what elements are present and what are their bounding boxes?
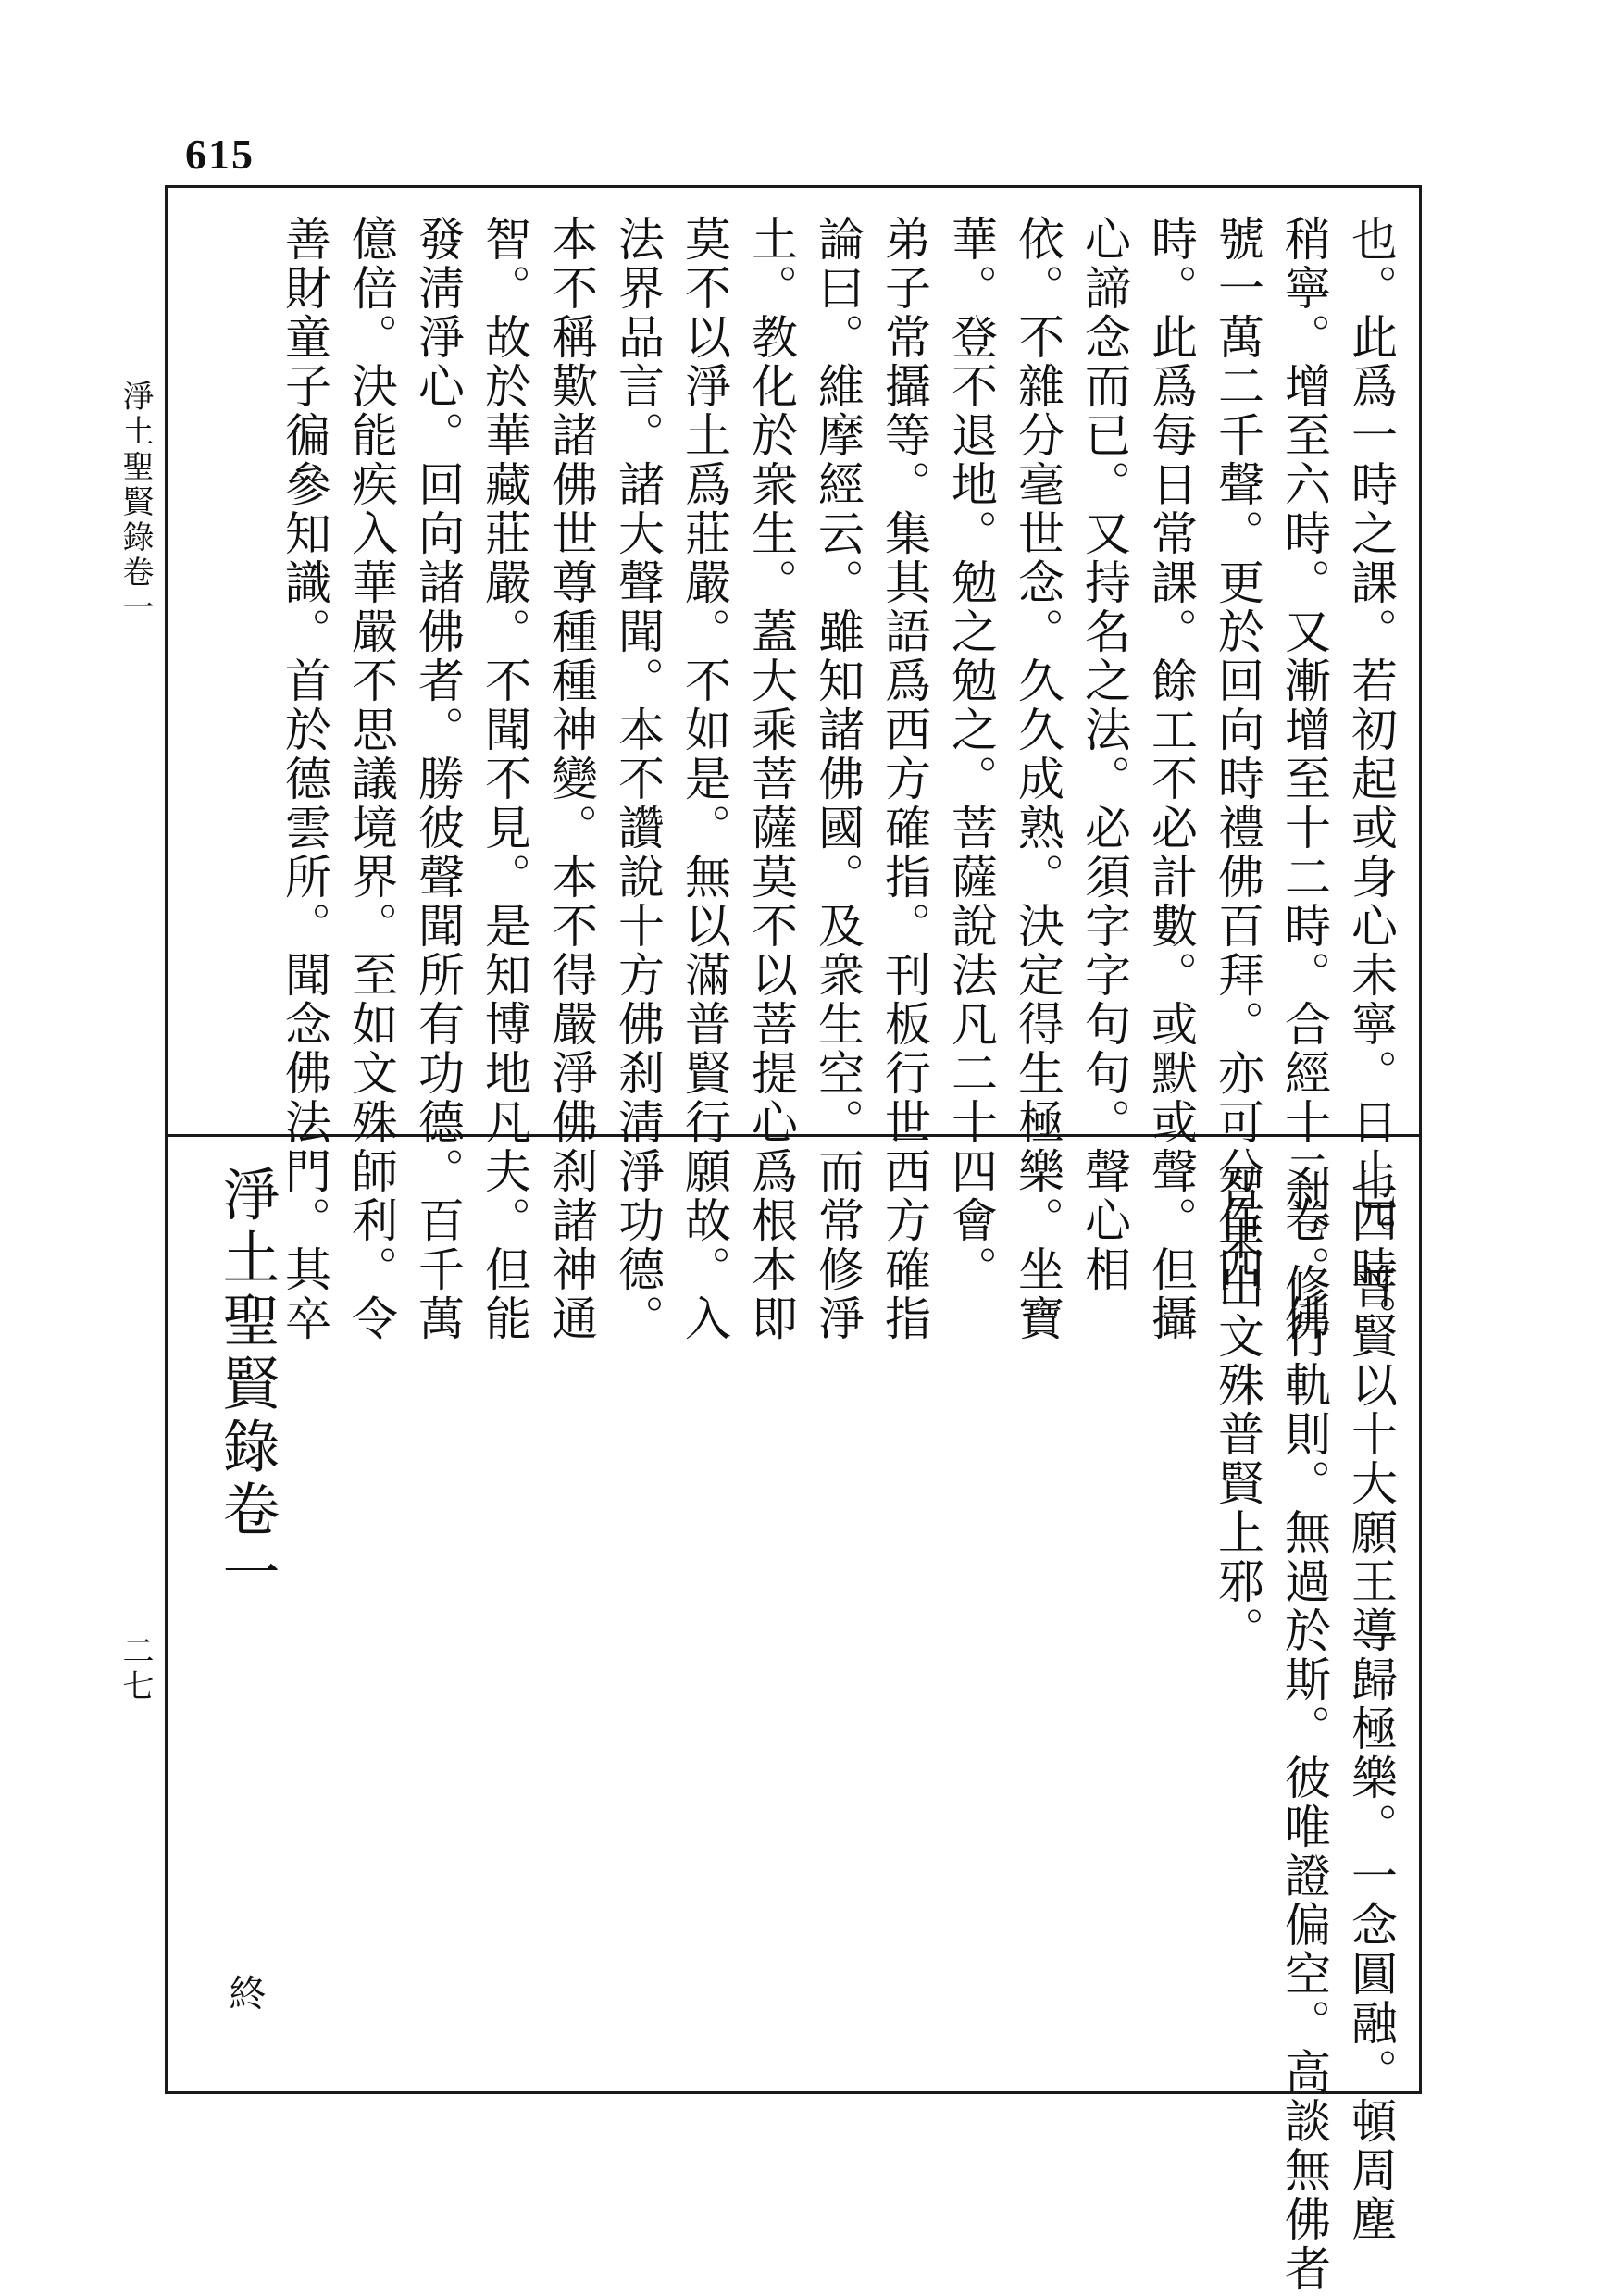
text-column: 稍寧。增至六時。又漸增至十二時。合經十二卷。佛 [1277,215,1331,1343]
text-column: 論曰。維摩經云。雖知諸佛國。及衆生空。而常修淨 [811,215,865,1343]
text-column: 也。普賢以十大願王導歸極樂。一念圓融。頓周塵 [1344,1165,1398,2244]
text-column: 華。登不退地。勉之勉之。菩薩說法凡二十四會。 [944,215,998,1294]
text-column: 依。不雜分毫世念。久久成熟。決定得生極樂。坐寶 [1011,215,1064,1343]
text-column: 土。教化於衆生。蓋大乘菩薩莫不以菩提心爲根本即 [744,215,798,1343]
text-column: 智果出文殊普賢上邪。 [1211,1165,1264,1655]
closing-mark: 終 [223,1974,266,2011]
margin-book-title: 淨土聖賢錄卷一 [117,380,154,626]
text-column: 本不稱歎諸佛世尊種種神變。本不得嚴淨佛刹諸神通 [544,215,598,1343]
text-column: 弟子常攝等。集其語爲西方確指。刊板行世西方確指 [877,215,931,1343]
text-column: 莫不以淨土爲莊嚴。不如是。無以滿普賢行願故。入 [678,215,731,1343]
text-column: 時。此爲每日常課。餘工不必計數。或默或聲。但攝 [1144,215,1198,1343]
page-number: 615 [185,131,255,178]
margin-leaf-number: 二七 [117,1634,154,1704]
text-column: 號一萬二千聲。更於回向時禮佛百拜。亦可分作四 [1211,215,1264,1294]
text-column: 發淸淨心。回向諸佛者。勝彼聲聞所有功德。百千萬 [411,215,465,1343]
text-column: 也。此爲一時之課。若初起或身心未寧。日止四時。 [1344,215,1398,1343]
text-column: 善財童子徧參知識。首於德雲所。聞念佛法門。其卒 [278,215,331,1343]
closing-title: 淨土聖賢錄卷一 [213,1165,280,1605]
text-column: 心諦念而已。又持名之法。必須字字句句。聲心相 [1077,215,1131,1294]
text-column: 智。故於華藏莊嚴。不聞不見。是知博地凡夫。但能 [478,215,531,1343]
text-column: 刹。修行軌則。無過於斯。彼唯證偏空。高談無佛者 [1277,1165,1331,2293]
text-column: 法界品言。諸大聲聞。本不讚說十方佛刹淸淨功德。 [611,215,665,1343]
text-column: 億倍。決能疾入華嚴不思議境界。至如文殊師利。令 [344,215,398,1343]
